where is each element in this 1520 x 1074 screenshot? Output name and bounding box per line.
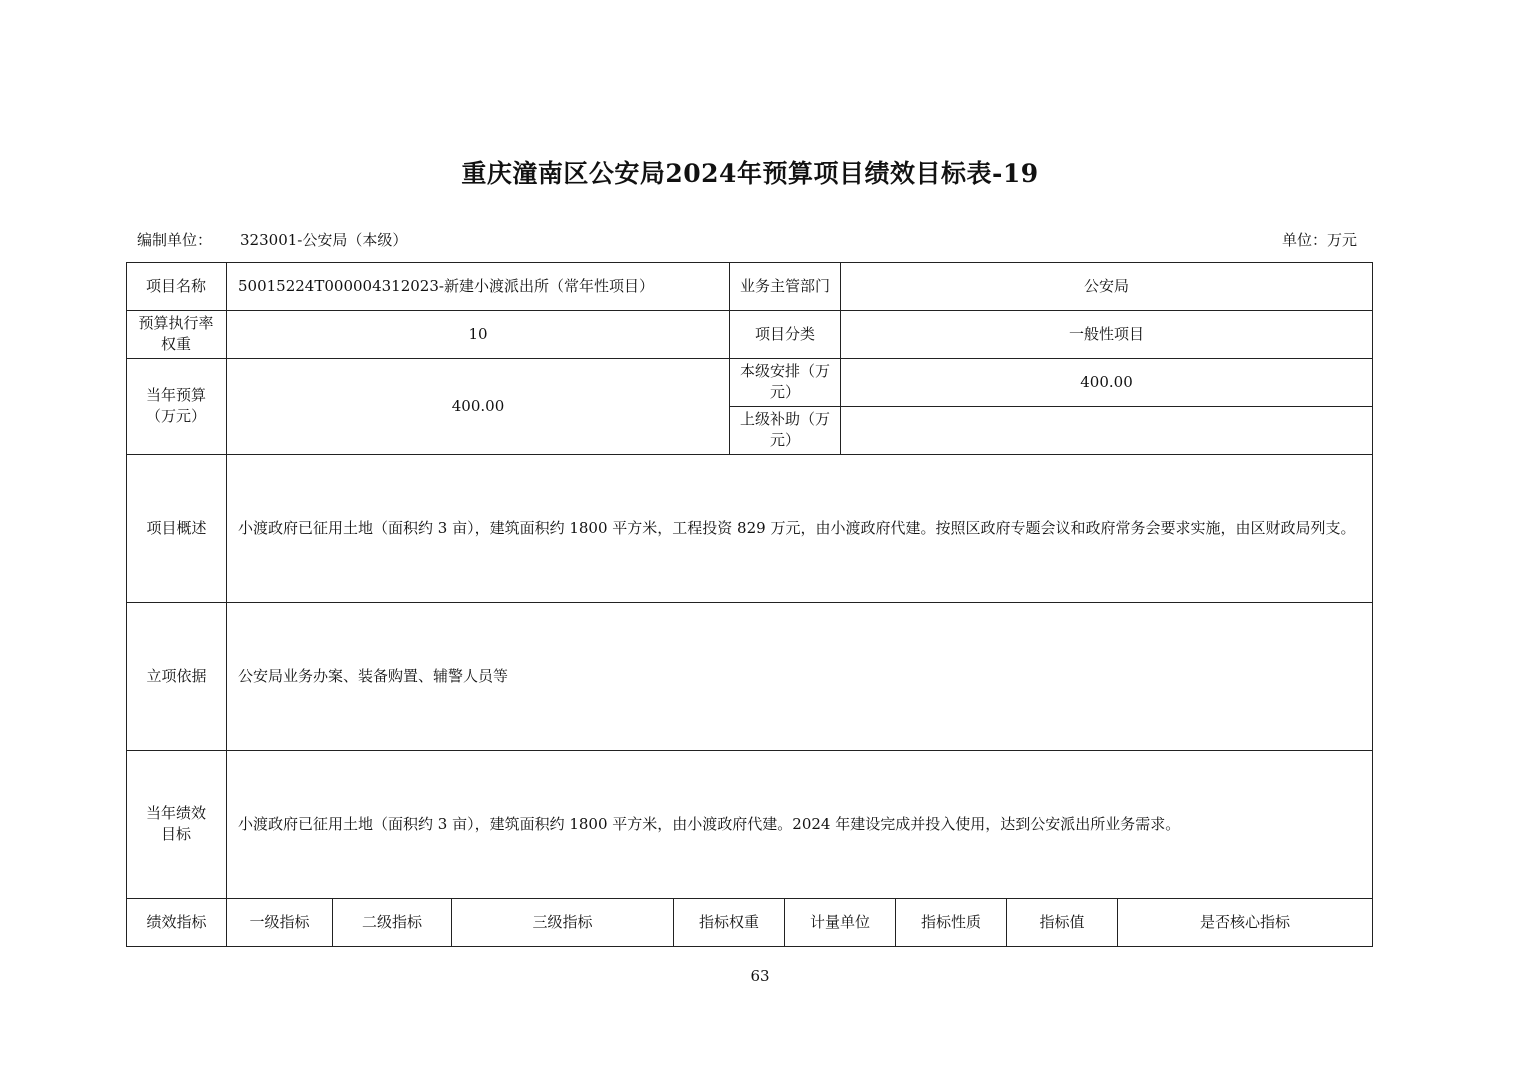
category-label: 项目分类	[754, 324, 815, 343]
indicator-header-8: 是否核心指标	[1199, 912, 1290, 931]
local-arrangement-label: 本级安排（万元）	[739, 362, 830, 401]
indicator-header-3: 三级指标	[532, 912, 593, 931]
indicator-header-1: 一级指标	[249, 912, 310, 931]
goal-label: 当年绩效目标	[145, 804, 206, 843]
budget-value: 400.00	[451, 396, 505, 415]
dept-value: 公安局	[1083, 276, 1129, 295]
currency-unit: 单位：万元	[1282, 231, 1358, 249]
goal-text: 小渡政府已征用土地（面积约 3 亩），建筑面积约 1800 平方米，由小渡政府代建。2024 年建设完成并投入使用，达到公安派出所业务需求。	[238, 814, 1181, 833]
project-name-value: 50015224T000004312023-新建小渡派出所（常年性项目）	[238, 276, 654, 295]
indicator-header-0: 绩效指标	[146, 912, 207, 931]
dept-label: 业务主管部门	[739, 276, 830, 295]
indicator-header-7: 指标值	[1039, 912, 1085, 931]
project-name-label: 项目名称	[145, 276, 206, 295]
weight-label: 预算执行率权重	[138, 314, 214, 353]
basis-text: 公安局业务办案、装备购置、辅警人员等	[238, 666, 509, 685]
overview-label: 项目概述	[146, 518, 207, 537]
overview-text: 小渡政府已征用土地（面积约 3 亩），建筑面积约 1800 平方米，工程投资 829 万元，由小渡政府代建。按照区政府专题会议和政府常务会要求实施，由区财政局列支。	[238, 518, 1356, 537]
indicator-header-4: 指标权重	[698, 912, 759, 931]
superior-subsidy-value	[841, 406, 1372, 454]
local-arrangement-value: 400.00	[1080, 372, 1133, 391]
compiling-unit	[137, 229, 407, 250]
budget-label: 当年预算（万元）	[145, 386, 206, 425]
superior-subsidy-label: 上级补助（万元）	[739, 410, 830, 449]
indicator-header-2: 二级指标	[361, 912, 422, 931]
page-number: 63	[750, 967, 770, 985]
indicator-header-5: 计量单位	[809, 912, 870, 931]
compiling-unit-label: 编制单位：	[137, 231, 213, 249]
compiling-unit-value: 323001-公安局（本级）	[240, 231, 408, 249]
weight-value: 10	[468, 324, 488, 343]
category-value: 一般性项目	[1068, 324, 1144, 343]
indicator-header-6: 指标性质	[920, 912, 981, 931]
page-title: 重庆潼南区公安局2024年预算项目绩效目标表-19	[461, 159, 1039, 188]
basis-label: 立项依据	[146, 666, 207, 685]
